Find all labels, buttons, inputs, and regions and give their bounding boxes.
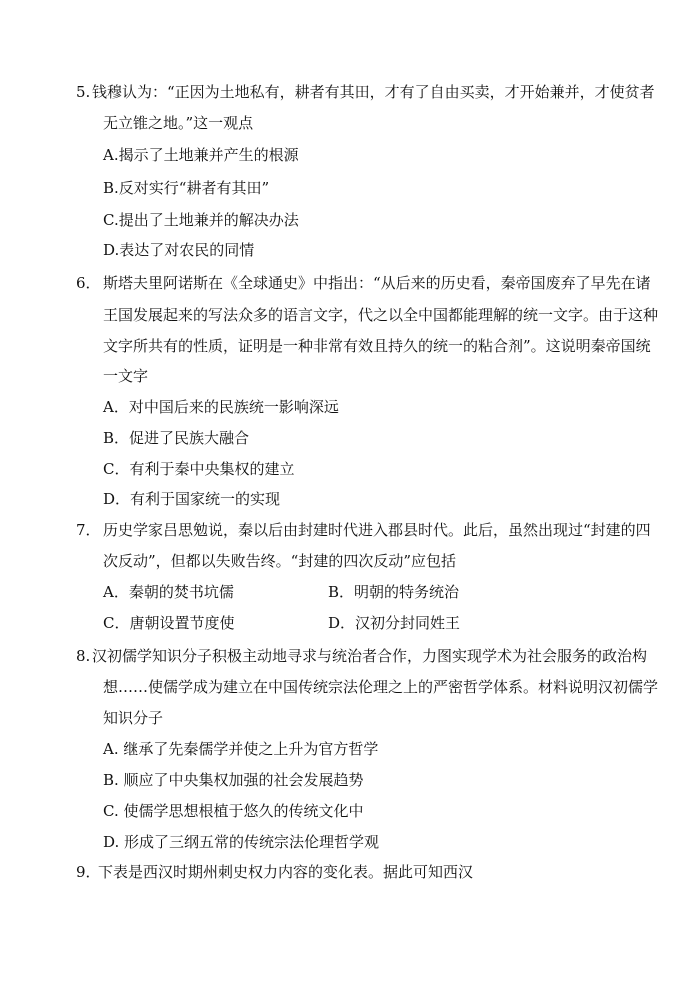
q5-option-d: D.表达了对农民的同情: [103, 241, 255, 259]
q6-option-d: D．有利于国家统一的实现: [103, 490, 281, 508]
q6-option-b: B．促进了民族大融合: [103, 429, 250, 447]
q7-stem-line-2: 次反动”，但都以失败告终。“封建的四次反动”应包括: [103, 552, 457, 570]
q9-stem-line-1: 下表是西汉时期州刺史权力内容的变化表。据此可知西汉: [98, 863, 474, 881]
q6-number: 6．: [76, 274, 101, 292]
q6-option-a: A．对中国后来的民族统一影响深远: [103, 398, 339, 416]
q5-stem-line-2: 无立锥之地。”这一观点: [103, 114, 254, 132]
q8-stem-line-2: 想……使儒学成为建立在中国传统宗法伦理之上的严密哲学体系。材料说明汉初儒学: [103, 678, 659, 696]
q6-stem-line-1: 斯塔夫里阿诺斯在《全球通史》中指出：“从后来的历史看，秦帝国废弃了早先在诸: [103, 274, 651, 292]
q8-number: 8.: [76, 647, 91, 665]
q7-stem-line-1: 历史学家吕思勉说，秦以后由封建时代进入郡县时代。此后，虽然出现过“封建的四: [103, 521, 651, 539]
q6-stem-line-4: 一文字: [103, 367, 149, 385]
q8-option-c: C. 使儒学思想根植于悠久的传统文化中: [103, 802, 364, 820]
q5-option-b: B.反对实行“耕者有其田”: [103, 179, 270, 197]
q8-option-b: B. 顺应了中央集权加强的社会发展趋势: [103, 771, 364, 789]
q5-option-a: A.揭示了土地兼并产生的根源: [103, 146, 299, 164]
q7-option-d: D．汉初分封同姓王: [328, 614, 461, 632]
q7-number: 7．: [76, 521, 101, 539]
q9-number: 9．: [76, 863, 101, 881]
q8-stem-line-1: 汉初儒学知识分子积极主动地寻求与统治者合作，力图实现学术为社会服务的政治构: [92, 647, 648, 665]
q6-stem-line-2: 王国发展起来的写法众多的语言文字，代之以全中国都能理解的统一文字。由于这种: [103, 306, 659, 324]
q8-option-a: A. 继承了先秦儒学并使之上升为官方哲学: [103, 740, 379, 758]
q8-option-d: D. 形成了三纲五常的传统宗法伦理哲学观: [103, 833, 380, 851]
q6-stem-line-3: 文字所共有的性质，证明是一种非常有效且持久的统一的粘合剂”。这说明秦帝国统: [103, 337, 651, 355]
q8-stem-line-3: 知识分子: [103, 709, 164, 727]
q7-option-a: A．秦朝的焚书坑儒: [103, 583, 234, 601]
q5-option-c: C.提出了土地兼并的解决办法: [103, 211, 299, 229]
q7-option-c: C．唐朝设置节度使: [103, 614, 235, 632]
q5-stem-line-1: 钱穆认为：“正因为土地私有，耕者有其田，才有了自由买卖，才开始兼并，才使贫者: [92, 83, 655, 101]
q7-option-b: B．明朝的特务统治: [328, 583, 460, 601]
q6-option-c: C．有利于秦中央集权的建立: [103, 460, 295, 478]
q5-number: 5.: [76, 83, 91, 101]
